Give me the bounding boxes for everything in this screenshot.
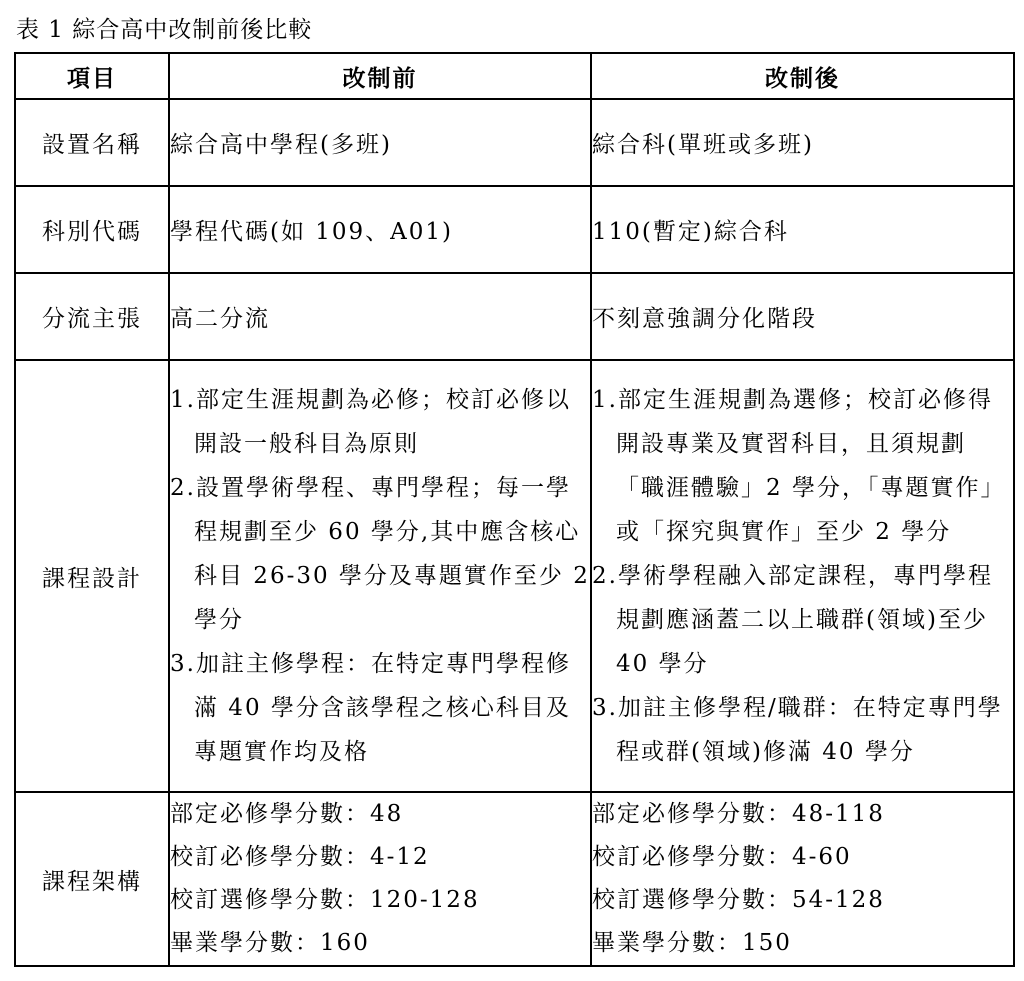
table-caption: 表 1 綜合高中改制前後比較	[16, 17, 313, 43]
row-label-framework: 課程架構	[15, 792, 169, 966]
cell-before-stream: 高二分流	[169, 273, 591, 360]
cell-before-name: 綜合高中學程(多班)	[169, 99, 591, 186]
list-item: 1.部定生涯規劃為選修；校訂必修得開設專業及實習科目，且須規劃「職涯體驗」2 學分，「專題實作」或「探究與實作」至少 2 學分	[592, 387, 1006, 545]
table-row	[15, 360, 1014, 792]
comparison-table	[14, 52, 1015, 967]
list-item: 1.部定生涯規劃為必修；校訂必修以開設一般科目為原則	[170, 387, 571, 457]
cell-before-framework	[169, 792, 591, 966]
header-after: 改制後	[591, 53, 1014, 99]
table-row	[15, 186, 1014, 273]
list-item: 校訂必修學分數：4-12	[170, 844, 430, 870]
list-item: 2.設置學術學程、專門學程；每一學程規劃至少 60 學分,其中應含核心科目 26-30 學分及專題實作至少 2 學分	[170, 475, 590, 633]
row-label-stream: 分流主張	[15, 273, 169, 360]
cell-after-name: 綜合科(單班或多班)	[591, 99, 1014, 186]
cell-after-design	[591, 360, 1014, 792]
row-label-name: 設置名稱	[15, 99, 169, 186]
list-item: 畢業學分數：150	[592, 930, 792, 956]
table-row	[15, 99, 1014, 186]
list-item: 2.學術學程融入部定課程，專門學程規劃應涵蓋二以上職群(領域)至少 40 學分	[592, 563, 993, 677]
list-item: 校訂選修學分數：54-128	[592, 887, 885, 913]
table-row	[15, 273, 1014, 360]
list-item: 校訂必修學分數：4-60	[592, 844, 852, 870]
cell-after-code: 110(暫定)綜合科	[591, 186, 1014, 273]
row-label-design: 課程設計	[15, 360, 169, 792]
framework-after-list	[592, 793, 1013, 965]
cell-before-code: 學程代碼(如 109、A01)	[169, 186, 591, 273]
list-item: 校訂選修學分數：120-128	[170, 887, 480, 913]
header-row	[15, 53, 1014, 99]
cell-after-framework	[591, 792, 1014, 966]
list-item: 部定必修學分數：48	[170, 801, 404, 827]
list-item: 3.加註主修學程：在特定專門學程修滿 40 學分含該學程之核心科目及專題實作均及格	[170, 651, 571, 765]
cell-after-stream: 不刻意強調分化階段	[591, 273, 1014, 360]
row-label-code: 科別代碼	[15, 186, 169, 273]
cell-before-design	[169, 360, 591, 792]
header-item: 項目	[15, 53, 169, 99]
table-row	[15, 792, 1014, 966]
design-after-list	[592, 378, 1013, 774]
list-item: 畢業學分數：160	[170, 930, 370, 956]
list-item: 3.加註主修學程/職群：在特定專門學程或群(領域)修滿 40 學分	[592, 695, 1003, 765]
design-before-list	[170, 378, 590, 774]
header-before: 改制前	[169, 53, 591, 99]
framework-before-list	[170, 793, 590, 965]
list-item: 部定必修學分數：48-118	[592, 801, 885, 827]
